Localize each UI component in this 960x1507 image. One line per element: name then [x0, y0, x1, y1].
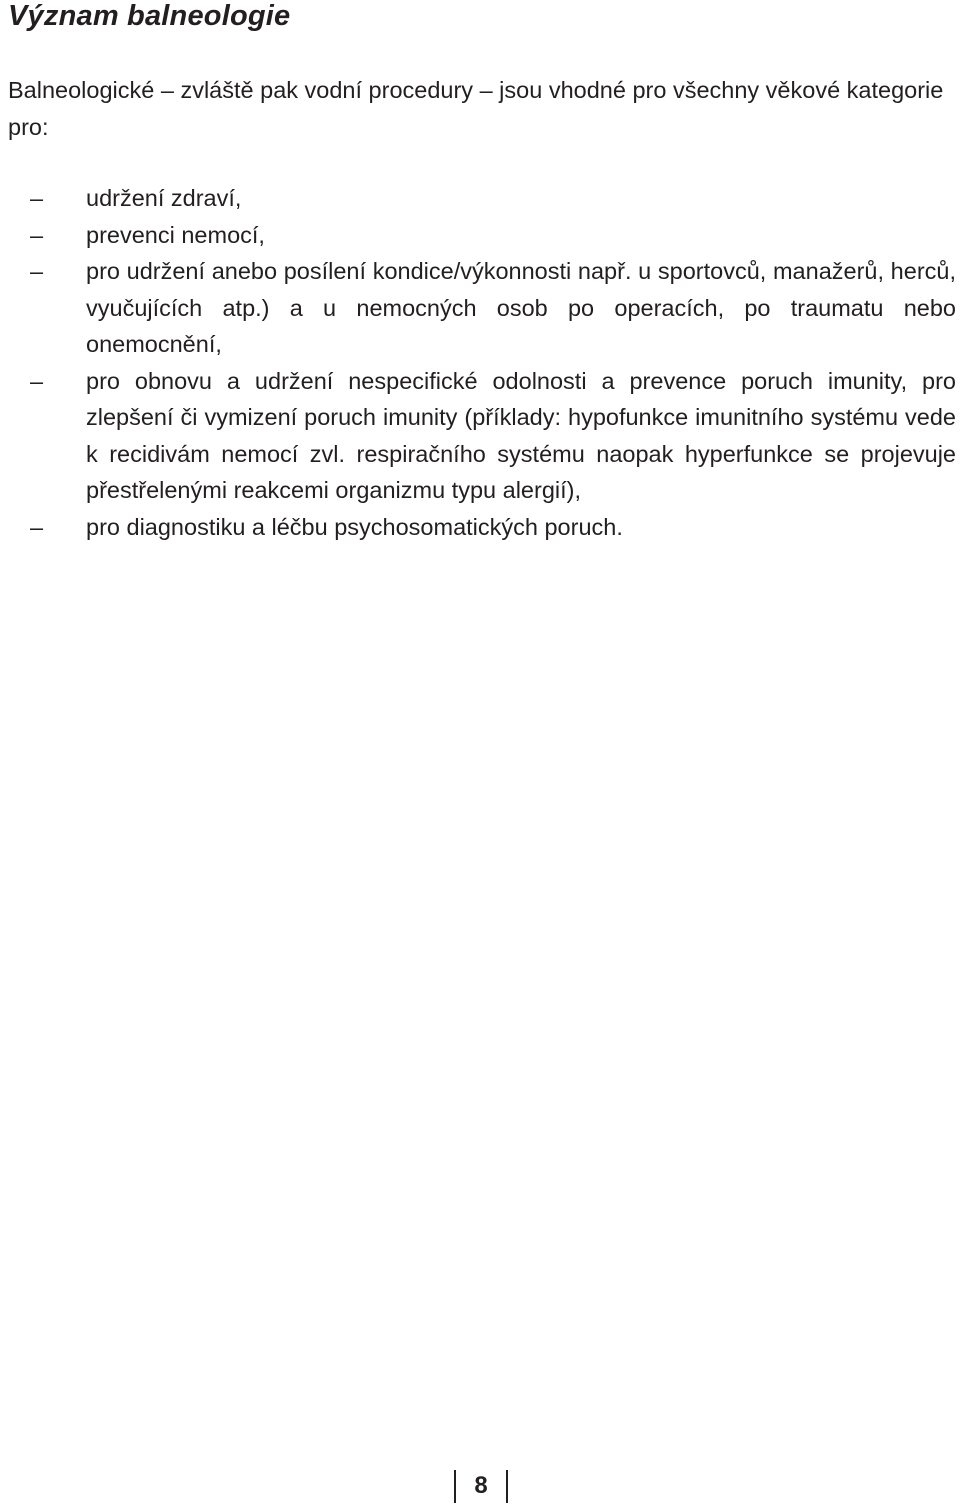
page-footer	[454, 1470, 508, 1503]
list-item-text: prevenci nemocí,	[86, 221, 265, 248]
list-item-text: pro diagnostiku a léčbu psychosomatických poruch.	[86, 513, 623, 540]
footer-divider	[506, 1470, 508, 1503]
page-title: Význam balneologie	[8, 0, 291, 32]
dash-marker: –	[30, 221, 44, 248]
list-item	[0, 180, 956, 217]
dash-marker: –	[30, 185, 44, 211]
list-item	[0, 217, 956, 254]
page-number: 8	[474, 1472, 488, 1499]
bullet-list	[0, 180, 956, 545]
list-item-text: udržení zdraví,	[86, 185, 242, 211]
dash-marker: –	[30, 513, 44, 540]
dash-marker: –	[30, 258, 44, 284]
dash-marker: –	[30, 367, 44, 394]
list-item-text: pro obnovu a udržení nespecifické odolnosti a prevence poruch imunity, pro zlepšení či vymizení poruch imunity (příklady: hypofunkce imunitního systému vede k recidivám nemocí zvl. respiračního systému naopak hyperfunkce se projevuje přestřelenými reakcemi organizmu typu alergií),	[86, 367, 956, 503]
list-item	[0, 363, 956, 509]
list-item	[0, 509, 956, 546]
list-item	[0, 253, 956, 363]
intro-paragraph: Balneologické – zvláště pak vodní procedury – jsou vhodné pro všechny věkové kategorie pro:	[8, 77, 944, 140]
list-item-text: pro udržení anebo posílení kondice/výkonnosti např. u sportovců, manažerů, herců, vyučujících atp.) a u nemocných osob po operacích, po traumatu nebo onemocnění,	[86, 258, 956, 357]
